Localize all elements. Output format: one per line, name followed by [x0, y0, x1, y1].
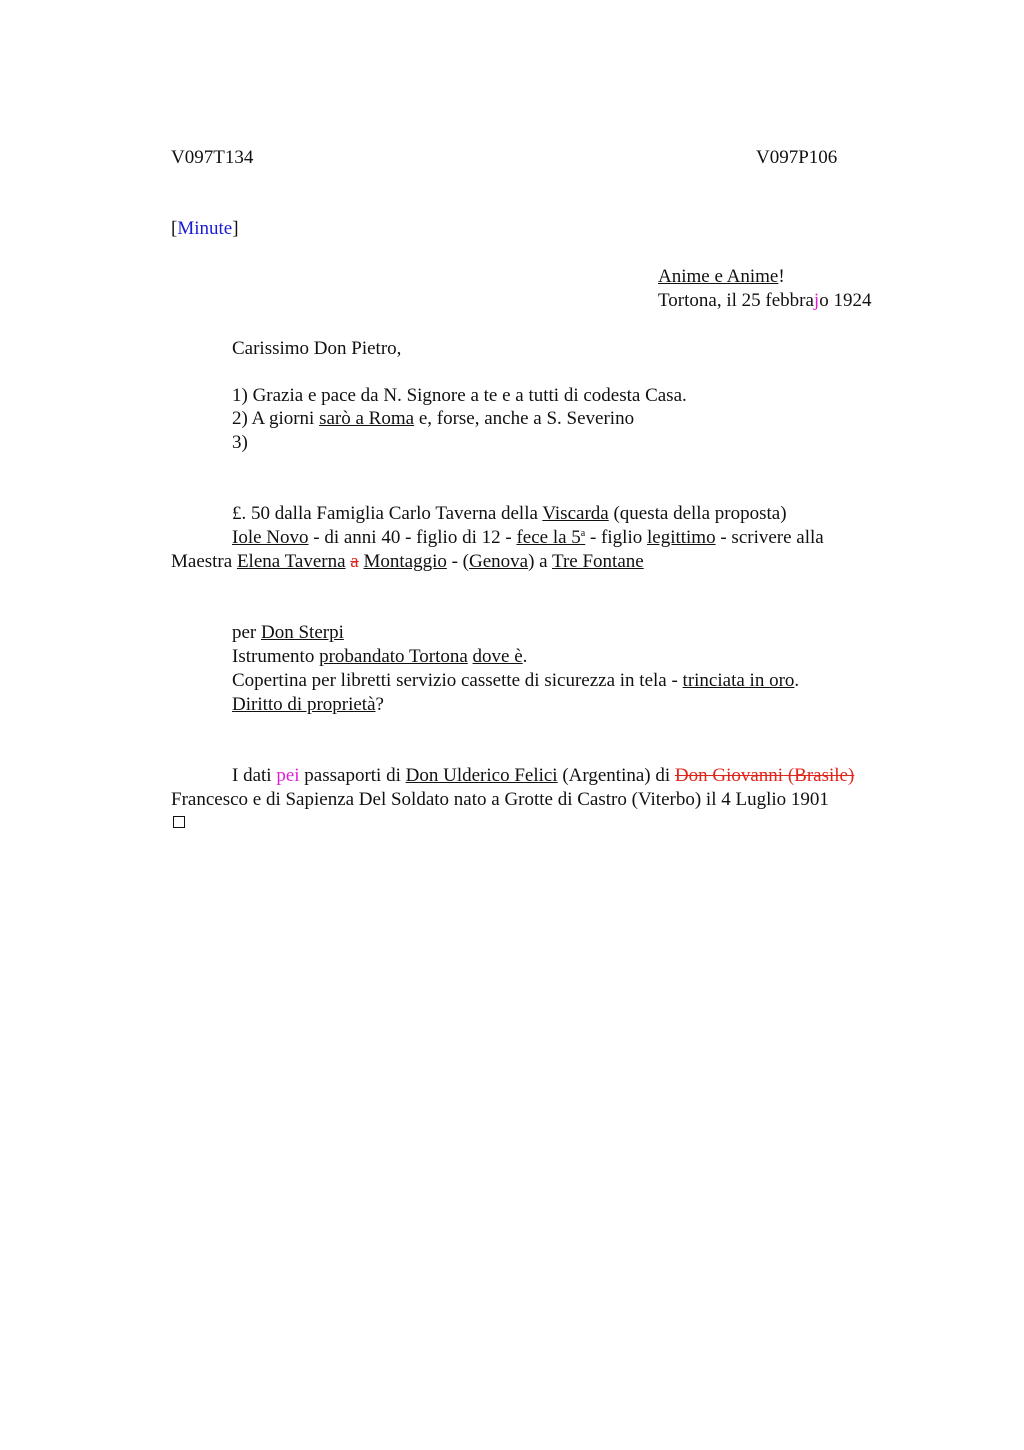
paragraph1-line2 — [232, 526, 824, 550]
p2-l3-trinciata: trinciata in oro — [682, 670, 795, 691]
p3-l1-deleted-brasile: (Brasile) — [783, 765, 855, 786]
p1-l1-viscarda: Viscarda — [542, 503, 609, 524]
p1-l2-legittimo: legittimo — [646, 527, 716, 548]
salutation: Carissimo Don Pietro, — [232, 338, 402, 359]
place-date-part-b: o 1924 — [819, 290, 872, 311]
p1-l2-superscript: a — [580, 528, 586, 539]
p3-l1-text-a: I dati — [232, 765, 277, 786]
p1-l2-text-b: - figlio — [585, 527, 647, 548]
p1-l2-iole-novo: Iole Novo — [232, 527, 309, 548]
paragraph3-line2: Francesco e di Sapienza Del Soldato nato a Grotte di Castro (Viterbo) il 4 Luglio 1901 — [171, 789, 829, 810]
p1-l3-text-a: Maestra — [171, 551, 237, 572]
motto-line — [658, 265, 785, 289]
p2-l4-text-b: ? — [375, 694, 384, 715]
place-date-insertion: j — [813, 290, 820, 311]
p1-l2-fece-la — [516, 527, 585, 548]
minute-close-bracket: ] — [232, 218, 239, 239]
p1-l1-text-b: (questa della proposta) — [608, 503, 787, 524]
p1-l2-text-a: - di anni 40 - figlio di 12 - — [308, 527, 517, 548]
p2-l1-don-sterpi: Don Sterpi — [261, 622, 344, 643]
p1-l2-text-c: - scrivere alla — [715, 527, 824, 548]
document-code-right: V097P106 — [756, 147, 838, 168]
document-code-left: V097T134 — [171, 147, 254, 168]
paragraph3-line1 — [232, 764, 854, 788]
p2-l1-text-a: per — [232, 622, 262, 643]
p2-l2-probandato: probandato Tortona — [319, 646, 468, 667]
item-3: 3) — [232, 432, 248, 453]
item-2 — [232, 407, 634, 431]
p1-l1-text-a: £. 50 dalla Famiglia Carlo Taverna della — [232, 503, 543, 524]
p1-l3-text-c: ) a — [528, 551, 553, 572]
p1-l2-fece-la-text: fece la 5 — [516, 527, 581, 548]
motto-text: Anime e Anime — [658, 266, 779, 287]
paragraph2-line2 — [232, 645, 527, 669]
p1-l3-tre-fontane: Tre Fontane — [552, 551, 644, 572]
minute-tag — [171, 217, 239, 241]
p3-l1-deleted-don-giovanni: Don Giovanni — [674, 765, 784, 786]
paragraph1-line3 — [171, 550, 644, 574]
minute-label: Minute — [177, 218, 233, 239]
p3-l1-text-b: passaporti di — [299, 765, 406, 786]
item-2-text-a: 2) A giorni — [232, 408, 320, 429]
minute-open-bracket: [ — [171, 218, 178, 239]
p1-l3-elena-taverna: Elena Taverna — [236, 551, 346, 572]
paragraph2-line3 — [232, 669, 799, 693]
p1-l3-text-b: - ( — [446, 551, 470, 572]
item-2-text-b: e, forse, anche a S. Severino — [414, 408, 635, 429]
p2-l2-dove-e: dove è — [472, 646, 523, 667]
motto-punctuation: ! — [778, 266, 785, 287]
item-1: 1) Grazia e pace da N. Signore a te e a tutti di codesta Casa. — [232, 385, 687, 406]
p3-l1-ulderico-felici: Don Ulderico Felici — [405, 765, 558, 786]
p2-l2-text-b: . — [522, 646, 528, 667]
place-date-part-a: Tortona, il 25 febbra — [658, 290, 814, 311]
p2-l2-text-a: Istrumento — [232, 646, 320, 667]
paragraph2-line4 — [232, 693, 384, 717]
paragraph1-line1 — [232, 502, 787, 526]
p1-l3-genova: Genova — [469, 551, 529, 572]
p3-l1-pei: pei — [276, 765, 300, 786]
p2-l4-diritto: Diritto di proprietà — [232, 694, 376, 715]
item-2-underlined: sarò a Roma — [319, 408, 415, 429]
p2-l3-text-b: . — [794, 670, 800, 691]
p3-l1-text-c: (Argentina) di — [557, 765, 675, 786]
place-date-line — [658, 289, 871, 313]
paragraph2-line1 — [232, 621, 344, 645]
p1-l3-deleted-a: a — [350, 551, 359, 572]
p2-l3-text-a: Copertina per libretti servizio cassette di sicurezza in tela - — [232, 670, 683, 691]
end-box-icon — [173, 816, 185, 828]
p1-l3-montaggio: Montaggio — [363, 551, 447, 572]
